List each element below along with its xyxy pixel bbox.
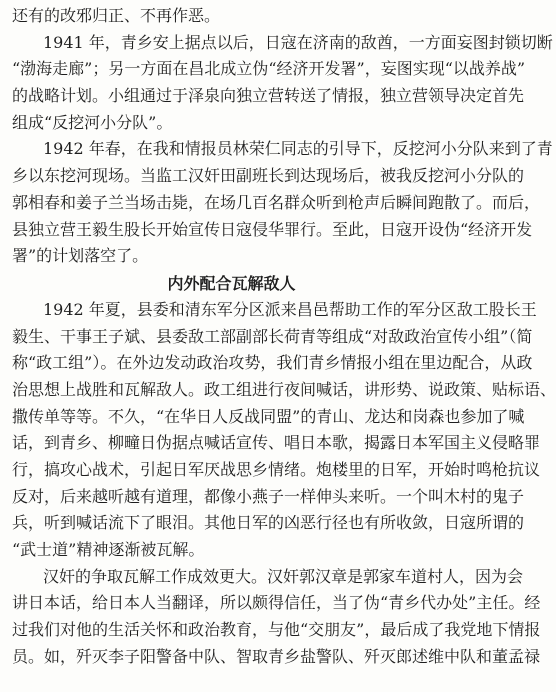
text-line: 兵，听到喊话流下了眼泪。其他日军的凶恶行径也有所收敛，日寇所谓的	[12, 513, 525, 533]
text-line: 讲日本话，给日本人当翻译，所以颇得信任，当了伪“青乡代办处”主任。经	[12, 593, 541, 613]
text-line: 乡以东挖河现场。当监工汉奸田副班长到达现场后，被我反挖河小分队的	[12, 166, 525, 186]
text-line: 汉奸的争取瓦解工作成效更大。汉奸郭汉章是郭家车道村人，因为会	[43, 566, 524, 586]
text-line: 1942 年夏，县委和清东军分区派来昌邑帮助工作的军分区敌工股长王	[43, 299, 537, 319]
text-line: 过我们对他的生活关怀和政治教育，与他“交朋友”，最后成了我党地下情报	[12, 620, 541, 640]
text-line: 1941 年，青乡安上据点以后，日寇在济南的敌酋，一方面妄图封锁切断	[43, 32, 553, 52]
text-line: 署”的计划落空了。	[12, 246, 149, 266]
text-line: “渤海走廊”；另一方面在昌北成立伪“经济开发署”，妄图实现“以战养战”	[12, 59, 526, 79]
text-line: 郭相春和姜子兰当场击毙，在场几百名群众听到枪声后瞬间跑散了。而后，	[12, 192, 541, 212]
text-line: 员。如，歼灭李子阳警备中队、智取青乡盐警队、歼灭郎述维中队和董孟禄	[12, 646, 541, 666]
text-line: 的战略计划。小组通过于泽泉向独立营转送了情报，独立营领导决定首先	[12, 86, 525, 106]
text-line: “武士道”精神逐渐被瓦解。	[12, 540, 205, 560]
text-line: 反对，后来越听越有道理，都像小燕子一样伸头来听。一个叫木村的鬼子	[12, 486, 525, 506]
text-line: 毅生、干事王子斌、县委敌工部副部长荷青等组成“对敌政治宣传小组”（简	[12, 326, 533, 346]
section-heading: 内外配合瓦解敌人	[167, 273, 296, 293]
text-line: 县独立营王毅生股长开始宣传日寇侵华罪行。至此，日寇开设伪“经济开发	[12, 219, 533, 239]
text-line: 还有的改邪归正、不再作恶。	[12, 6, 221, 25]
text-line: 1942 年春，在我和情报员林荣仁同志的引导下，反挖河小分队来到了青	[43, 139, 553, 159]
text-line: 撒传单等等。不久，“在华日人反战同盟”的青山、龙达和岗森也参加了喊	[12, 406, 525, 426]
text-line: 组成“反挖河小分队”。	[12, 112, 173, 132]
text-line: 治思想上战胜和瓦解敌人。政工组进行夜间喊话，讲形势、说政策、贴标语、	[12, 379, 556, 399]
text-line: 话，到青乡、柳疃日伪据点喊话宣传、唱日本歌，揭露日本军国主义侵略罪	[12, 433, 541, 453]
text-line: 称“政工组”）。在外边发动政治攻势，我们青乡情报小组在里边配合，从政	[12, 353, 533, 373]
text-line: 行，搞攻心战术，引起日军厌战思乡情绪。炮楼里的日军，开始时鸣枪抗议	[12, 460, 541, 479]
